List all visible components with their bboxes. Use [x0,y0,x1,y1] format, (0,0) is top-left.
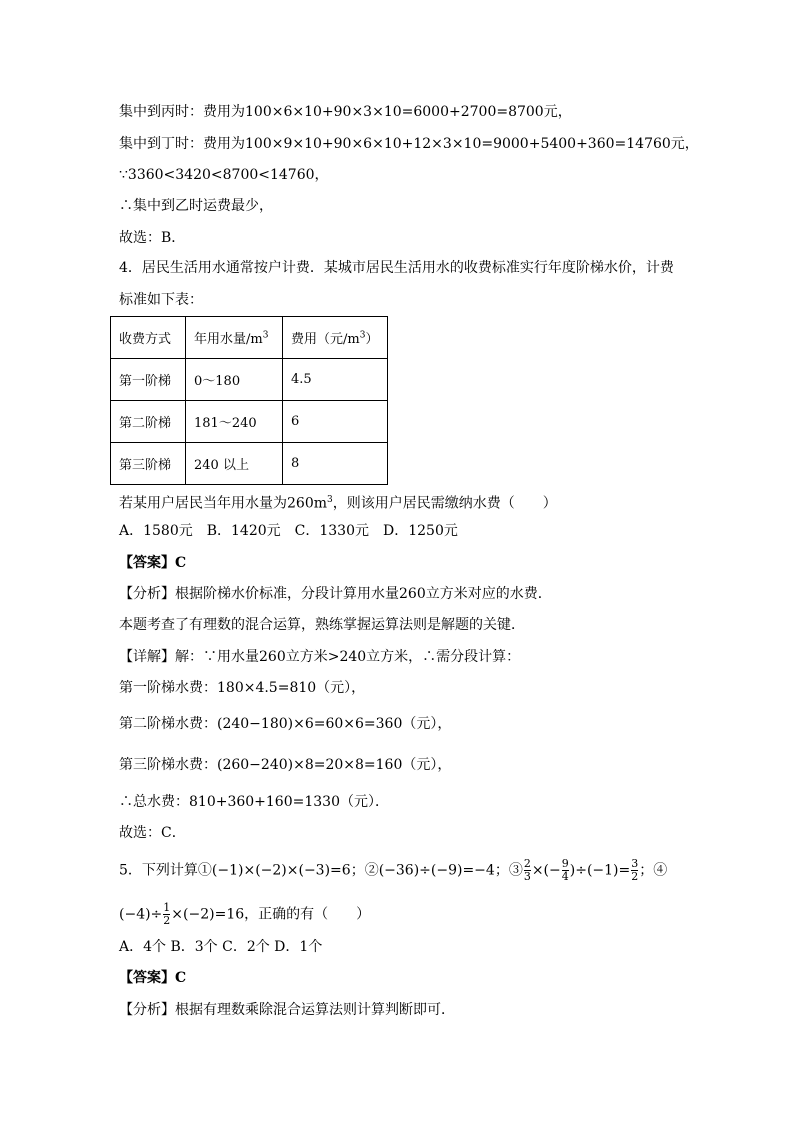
fraction: $\frac{1}{2}$ [163,901,171,927]
question-5-options: A．4个 B．3个 C．2个 D．1个 [119,939,323,955]
step-tier-2: 第二阶梯水费：(240−180)×6=60×6=360（元）， [119,716,452,732]
conclusion-line: ∴集中到乙时运费最少， [119,198,273,214]
table-row [111,443,388,485]
table-cell: 181～240 [186,401,283,443]
question-5-text: 5．下列计算①(−1)×(−2)×(−3)=6；②(−36)÷(−9)=−4；③ $\frac{2}{3}$ ×(− $\frac{9}{4}$ )÷(−1)= $\frac{3}{2}$ ；④ [119,857,668,883]
solution-line-ding: 集中到丁时：费用为100×9×10+90×6×10+12×3×10=9000+5400+360=14760元， [119,136,699,152]
step-total: ∴总水费：810+360+160=1330（元）． [119,794,389,810]
table-cell: 第一阶梯 [111,359,186,401]
choice-line-c: 故选：C． [119,825,186,841]
step-tier-1: 第一阶梯水费：180×4.5=810（元）， [119,680,366,696]
fraction: $\frac{9}{4}$ [561,857,569,883]
comparison-line: ∵3360<3420<8700<14760， [119,167,329,183]
table-header-cell: 年用水量$/m^3$ [186,317,283,359]
question-4-text: 4．居民生活用水通常按户计费．某城市居民生活用水的收费标准实行年度阶梯水价，计费 [119,260,674,276]
answer-4: 【答案】C [119,555,187,571]
choice-line-b: 故选：B． [119,230,186,246]
fraction: $\frac{3}{2}$ [631,857,639,883]
table-cell: 4.5 [283,359,388,401]
table-cell: 第二阶梯 [111,401,186,443]
table-header-row [111,317,388,359]
table-cell: 0～180 [186,359,283,401]
table-row [111,401,388,443]
solution-line-bing: 集中到丙时：费用为100×6×10+90×3×10=6000+2700=8700元， [119,104,572,120]
water-fee-table [110,316,388,485]
answer-5: 【答案】C [119,970,187,986]
table-cell: 240 以上 [186,443,283,485]
question-4-prompt: 若某用户居民当年用水量为$260m^3$，则该用户居民需缴纳水费（ ） [119,495,557,512]
analysis-4: 【分析】根据阶梯水价标准，分段计算用水量260立方米对应的水费． [119,586,552,602]
table-header-cell: 费用（元$/m^3$） [283,317,388,359]
fraction: $\frac{2}{3}$ [523,857,531,883]
question-4-text-cont: 标准如下表： [119,292,203,308]
analysis-5: 【分析】根据有理数乘除混合运算法则计算判断即可． [119,1002,455,1018]
table-header-cell: 收费方式 [111,317,186,359]
question-5-text-cont: (−4)÷ $\frac{1}{2}$ ×(−2)=16，正确的有（ ） [119,901,371,927]
question-4-options: A．1580元 B．1420元 C．1330元 D．1250元 [119,523,458,539]
detail-4: 【详解】解：∵用水量260立方米>240立方米，∴需分段计算： [119,649,521,665]
table-cell: 8 [283,443,388,485]
analysis-4-cont: 本题考查了有理数的混合运算，熟练掌握运算法则是解题的关键． [119,617,525,633]
step-tier-3: 第三阶梯水费：(260−240)×8=20×8=160（元）， [119,757,452,773]
table-cell: 第三阶梯 [111,443,186,485]
table-row [111,359,388,401]
table-cell: 6 [283,401,388,443]
